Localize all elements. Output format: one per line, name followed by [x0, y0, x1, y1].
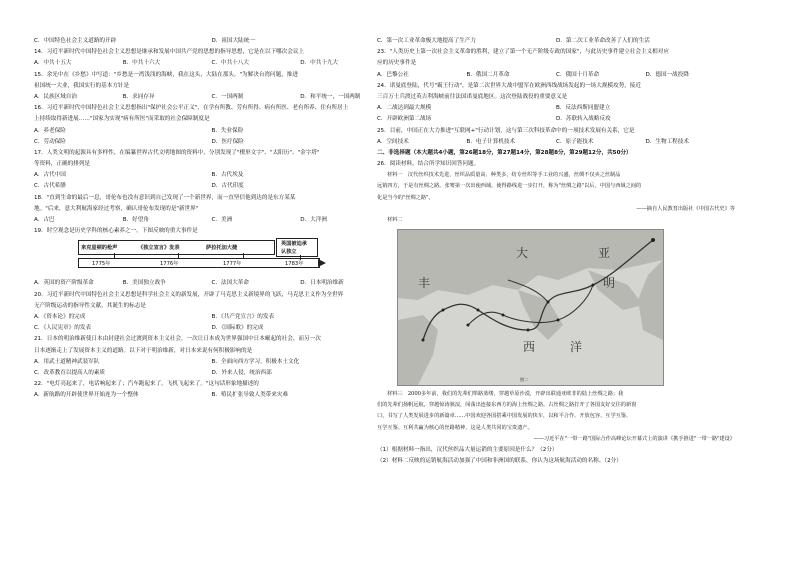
q13-option-c: C．中国特色社会主义道路的开辟 [34, 38, 117, 44]
q20-option-c: C．《人民宪章》的发表 [34, 325, 92, 332]
q17-options-ab [34, 170, 389, 181]
q25-option-b: B．电子计算机技术 [466, 138, 516, 145]
q17-stem-1: 17．人类文明的起源具有多样性，在编纂世界古代文明地图的资料中，分别发现了"楔形文字"、"太阳历"、"金字塔" [34, 149, 320, 156]
q19-option-b: B．美国独立战争 [122, 280, 166, 287]
q16-options-cd [34, 137, 389, 148]
q19-stem: 19．时空观念是历史学科的核心素养之一。下图反映的重大事件是 [34, 228, 198, 235]
q19-option-d: D．日本明治维新 [300, 280, 344, 287]
map-char-feng: 丰 [418, 276, 431, 290]
q22-option-c: C．第一次工业革命极大地提高了生产力 [377, 38, 477, 44]
q19-option-c: C．法国大革命 [211, 280, 249, 287]
q21-options-cd [34, 368, 389, 379]
q20-options-cd [34, 323, 389, 334]
timeline-year-4: 1783年 [285, 261, 304, 268]
q14-option-c: C．中共十八大 [211, 60, 249, 67]
q26-sub-1: （1）根据材料一指出，汉代丝织品大量运销的主要原因是什么？（2分） [377, 446, 558, 453]
material-3-line-4: 互学互鉴、互利共赢为核心的丝路精神，这是人类共同的宝贵遗产。 [377, 424, 533, 431]
timeline-year-2: 1776年 [160, 261, 179, 268]
q17-options-cd [34, 181, 389, 192]
q23-stem-1: 23．"人类历史上第一次社会主义革命的胜利，建立了第一个无产阶级专政的国家"，与此历史事件建立社会主义相对应 [377, 49, 669, 56]
q18-option-b: B．好望角 [122, 217, 149, 223]
q25-option-d: D．生物工程技术 [645, 138, 689, 145]
q17-option-c: C．古代希腊 [34, 183, 66, 190]
q19-option-a: A．英国的资产阶级革命 [34, 280, 94, 287]
section-2-title: 二、非选择题（本大题共4小题，第26题18分，第27题14分，第28题8分，第29题12分，共50分） [377, 149, 632, 156]
q23-option-d: D．德国一战投降 [645, 71, 689, 78]
q18-stem-1: 18．"直到生命的最后一息，哥伦布也没有意识到自己发现了一个新世界，而一直坚信他到达的是东方某某 [34, 194, 296, 201]
material-1-line-1: 材料一 汉代丝织技术先进，丝织品质量高、种类多，纺专丝织等手工业的兴盛，丝绸不仅卖之丝制品 [387, 172, 621, 179]
q25-options [377, 137, 735, 148]
q16-stem-2: 上持续取得新进展……"国家为实现"病有所医"而采取的社会保障制度是 [34, 116, 210, 123]
q23-option-a: A．巴黎公社 [377, 71, 409, 78]
q21-option-c: C．改革教育以提高人的素质 [34, 369, 106, 376]
route-map-image [397, 229, 664, 386]
q23-stem-2: 应的历史事件是 [377, 60, 417, 67]
q21-option-d: D．外来人侵，统治西部 [211, 369, 272, 376]
q24-options-cd [377, 114, 735, 125]
q15-option-b: B．求同存异 [122, 93, 155, 100]
q22-option-a: A．新航路的开辟使世界开始连为一个整体 [34, 392, 139, 399]
q25-option-c: C．原子能技术 [556, 138, 594, 145]
q15-option-a: A．民族区域自治 [34, 93, 77, 100]
q21-option-a: A．用武士道精神武装军队 [34, 358, 100, 365]
map-char-xi: 西 [523, 340, 536, 354]
q22-options-ab [34, 390, 389, 401]
q14-stem: 14．习近平新时代中国特色社会主义思想是继承和发展中国共产党的思想的指导思想，它是在以下哪次会议上 [34, 49, 305, 56]
q16-option-a: A．养老保险 [34, 127, 66, 134]
timeline-event-4-line1: 英国被迫承 [281, 241, 307, 248]
q23-option-c: C．俄国十月革命 [556, 71, 600, 78]
q21-options-ab [34, 357, 389, 368]
q15-stem-2: 祖国统一大业，我国实行的基本方针是 [34, 82, 130, 89]
map-char-ming: 明 [603, 276, 616, 290]
q15-option-c: C．一国两制 [211, 93, 244, 100]
material-3-line-3: 口，书写了人类发展进步的新篇章……中国欢迎各国搭乘中国发展的快车，以和平合作、开放包容、互学互鉴、 [377, 413, 632, 420]
q22-stem: 22．"电灯亮起来了，电话响起来了；汽车跑起来了，飞机飞起来了。"这句话形象地描述的 [34, 381, 259, 388]
map-char-yang: 洋 [570, 340, 583, 354]
q20-option-a: A．《资本论》的完成 [34, 313, 86, 320]
q14-option-d: D．中共十九大 [300, 60, 339, 67]
q17-option-b: B．古代埃及 [211, 172, 244, 179]
material-3-source: ——习近平在"一带一路"国际合作高峰论坛开幕式上的演讲《携手推进"一带一路"建设》 [533, 435, 735, 442]
timeline-event-1: 来克星顿的枪声 [81, 245, 118, 252]
q18-stem-2: 地。"后来，意大利航海家经过考察，确认哥伦布发现的是"新世界" [34, 205, 199, 212]
timeline-figure [78, 238, 340, 276]
q16-option-b: B．失业保险 [211, 127, 244, 134]
q16-option-c: C．劳动保险 [34, 138, 66, 145]
q26-stem: 26．阅读材料，结合所学知识回答问题。 [377, 161, 480, 168]
timeline-year-1: 1775年 [92, 261, 111, 268]
q25-option-a: A．空间技术 [377, 138, 409, 145]
q24-options-ab [377, 103, 735, 114]
q13-option-d: D．祖国大陆统一 [211, 38, 255, 44]
timeline-tick [178, 253, 179, 258]
q20-stem-2: 无产阶级运动的指导性文献，其诞生的标志是 [34, 302, 146, 309]
material-3-line-1: 材料三 2000多年前，我们的先辈们筚路蓝缕，穿越草原沙漠，开辟出联通亚欧非的陆上丝绸之路；我 [387, 391, 624, 397]
timeline-year-3: 1777年 [223, 261, 242, 268]
q25-stem: 25．目前，中国正在大力推进"互联网+"行动计划，这与第三次科技革命中的一项技术发展有关系，它是 [377, 127, 635, 134]
q17-stem-2: 等资料，正确的排列是 [34, 161, 90, 168]
q18-option-c: C．美洲 [211, 217, 233, 223]
q21-stem-2: 日本逐渐走上了发展资本主义的道路。以下对于明治维新，对日本来说有何积极影响的是 [34, 347, 253, 354]
material-3-line-2: 们的先辈们扬帆远航，穿越惊涛骇浪，闯荡出连接东西方的海上丝绸之路。古丝绸之路打开了各国友好交往的新窗 [377, 402, 637, 409]
q24-option-b: B．反法西斯同盟建立 [556, 105, 611, 112]
timeline-tick [243, 253, 244, 258]
timeline-arrow-icon [318, 259, 326, 267]
q15-options [34, 92, 389, 103]
q18-options [34, 215, 389, 226]
material-1-line-2: 远销四方，于是有丝绸之路。张骞第一次出使西域，使得路线进一步打开，称为"丝绸之路"以后，中国与西域之间的 [377, 183, 642, 190]
q15-stem-1: 15．余光中在《乡愁》中写道："乡愁是一湾浅浅的海峡，我在这头，大陆在那头。"为解决台湾问题，推进 [34, 71, 298, 78]
q20-options-ab [34, 312, 389, 323]
q19-options [34, 278, 389, 289]
material-2-label: 材料二 [387, 216, 403, 223]
q24-option-a: A．二战达到最大规模 [377, 105, 432, 112]
q18-option-a: A．古巴 [34, 217, 55, 223]
right-column [377, 36, 735, 467]
q16-option-d: D．医疗保险 [211, 138, 244, 145]
q22-option-b: B．殖民扩张导致人类带来灾难 [211, 392, 289, 399]
timeline-event-4-line2: 认独立 [281, 249, 297, 256]
q24-option-c: C．开辟欧洲第二战场 [377, 116, 432, 123]
timeline-tick [114, 253, 115, 258]
q24-stem-2: 三百万士兵渡过英吉利海峡前往法国诺曼底地区。这次登陆战役的重要意义是 [377, 93, 568, 100]
left-column [34, 36, 389, 401]
q24-stem-1: 24．诺曼底登陆，代号"霸王行动"，是第二次世界大战中盟军在欧洲西线战场发起的一场大规模攻势，接近 [377, 82, 641, 89]
q14-option-a: A．中共十五大 [34, 60, 72, 67]
q22-options-cd [377, 36, 735, 47]
q22-option-d: D．第二次工业革命改善了人们的生活 [556, 38, 650, 44]
q20-stem-1: 20．习近平新时代中国特色社会主义思想是科学社会主义的新发展，开辟了马克思主义新境界的飞跃，马克思主义作为全世界 [34, 291, 344, 298]
material-1-line-3: 化是当今的"丝绸之路"。 [377, 194, 434, 201]
map-char-ya: 亚 [598, 246, 611, 260]
q13-options [34, 36, 389, 47]
q14-options [34, 58, 389, 69]
route-map-svg [398, 230, 663, 385]
q14-option-b: B．中共十六大 [122, 60, 161, 67]
q20-option-b: B．《共产党宣言》的发表 [211, 313, 275, 320]
q26-sub-2: （2）材料二反映的运销航海活动加强了中国和非洲国的联系，你认为这场航海活动的名称。（2分） [377, 457, 622, 464]
q21-stem-1: 21．日本的明治维新使日本由封建社会过渡到资本主义社会，一次让日本成为世界强国中日本崛起的社会，而另一次 [34, 336, 321, 343]
q18-option-d: D．大洋洲 [300, 217, 327, 223]
map-char-da: 大 [516, 246, 529, 260]
timeline-event-2: 《独立宣言》发表 [138, 245, 180, 252]
material-1-source: ——摘自人民教育出版社《中国古代史》等 [636, 205, 735, 212]
q24-option-d: D．苏联转入战略反攻 [556, 116, 611, 123]
q20-option-d: D．《国际歌》的完成 [211, 325, 264, 332]
q21-option-b: B．全面向西方学习，积极本土文化 [211, 358, 300, 365]
timeline-event-3: 萨拉托加大捷 [206, 245, 238, 252]
q23-options [377, 70, 735, 81]
q16-options-ab [34, 126, 389, 137]
map-figure-caption: 图二 [520, 377, 529, 382]
q23-option-b: B．俄国二月革命 [466, 71, 510, 78]
q17-option-a: A．古代中国 [34, 172, 66, 179]
q16-stem-1: 16．习近平新时代中国特色社会主义思想指出"保护社会公平正义"，在学有所教、劳有所得、病有所医、老有所养、住有所居上 [34, 105, 349, 112]
q15-option-d: D．和平统一，一国两制 [300, 93, 361, 100]
q17-option-d: D．古代印度 [211, 183, 244, 190]
timeline-axis [78, 258, 320, 268]
